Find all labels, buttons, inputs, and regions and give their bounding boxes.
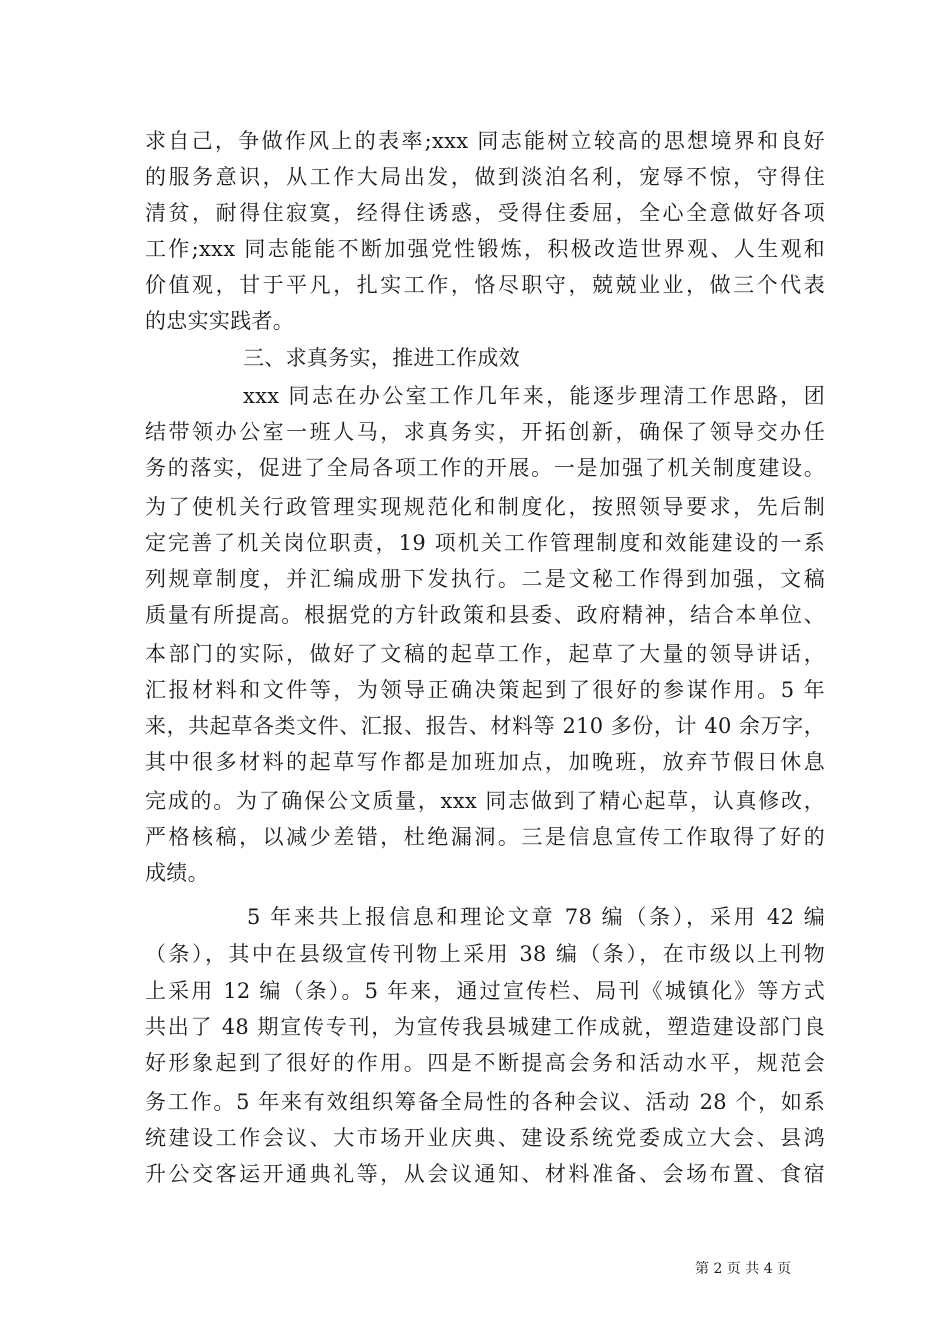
text-line: 来，共起草各类文件、汇报、报告、材料等 210 多份，计 40 余万字， <box>145 714 825 738</box>
text-line: 本部门的实际，做好了文稿的起草工作，起草了大量的领导讲话， <box>145 642 825 666</box>
text-line: 完成的。为了确保公文质量，xxx 同志做到了精心起草，认真修改， <box>145 789 825 813</box>
text-line: 的服务意识，从工作大局出发，做到淡泊名利，宠辱不惊，守得住 <box>145 165 825 189</box>
text-line: 汇报材料和文件等，为领导正确决策起到了很好的参谋作用。5 年 <box>145 678 825 702</box>
text-line: 的忠实实践者。 <box>145 309 295 333</box>
text-line: 工作;xxx 同志能能不断加强党性锻炼，积极改造世界观、人生观和 <box>145 237 825 261</box>
text-line: 其中很多材料的起草写作都是加班加点，加晚班，放弃节假日休息 <box>145 750 825 774</box>
text-line: 成绩。 <box>145 861 209 885</box>
text-line: 好形象起到了很好的作用。四是不断提高会务和活动水平，规范会 <box>145 1051 825 1075</box>
text-line: 结带领办公室一班人马，求真务实，开拓创新，确保了领导交办任 <box>145 420 825 444</box>
text-line: 求自己，争做作风上的表率;xxx 同志能树立较高的思想境界和良好 <box>145 129 825 153</box>
paragraph-first-line: 5 年来共上报信息和理论文章 78 编（条），采用 42 编 <box>247 905 825 929</box>
text-line: 统建设工作会议、大市场开业庆典、建设系统党委成立大会、县鸿 <box>145 1126 825 1150</box>
text-line: 上采用 12 编（条）。5 年来，通过宣传栏、局刊《城镇化》等方式 <box>145 979 825 1003</box>
text-line: 质量有所提高。根据党的方针政策和县委、政府精神，结合本单位、 <box>145 603 825 627</box>
text-line: 列规章制度，并汇编成册下发执行。二是文秘工作得到加强，文稿 <box>145 567 825 591</box>
text-line: 务的落实，促进了全局各项工作的开展。一是加强了机关制度建设。 <box>145 456 825 480</box>
text-line: 清贫，耐得住寂寞，经得住诱惑，受得住委屈，全心全意做好各项 <box>145 201 825 225</box>
text-line: 为了使机关行政管理实现规范化和制度化，按照领导要求，先后制 <box>145 495 825 519</box>
text-line: 务工作。5 年来有效组织筹备全局性的各种会议、活动 28 个，如系 <box>145 1090 825 1114</box>
text-line: 共出了 48 期宣传专刊，为宣传我县城建工作成就，塑造建设部门良 <box>145 1015 825 1039</box>
text-line: 升公交客运开通典礼等，从会议通知、材料准备、会场布置、食宿 <box>145 1162 825 1186</box>
text-line: 价值观，甘于平凡，扎实工作，恪尽职守，兢兢业业，做三个代表 <box>145 273 825 297</box>
page-number: 第 2 页 共 4 页 <box>695 1261 792 1277</box>
section-heading: 三、求真务实，推进工作成效 <box>243 346 520 370</box>
text-line: （条），其中在县级宣传刊物上采用 38 编（条），在市级以上刊物 <box>145 942 825 966</box>
text-line: 定完善了机关岗位职责，19 项机关工作管理制度和效能建设的一系 <box>145 531 825 555</box>
paragraph-first-line: xxx 同志在办公室工作几年来，能逐步理清工作思路，团 <box>243 384 825 408</box>
text-line: 严格核稿，以减少差错，杜绝漏洞。三是信息宣传工作取得了好的 <box>145 825 825 849</box>
